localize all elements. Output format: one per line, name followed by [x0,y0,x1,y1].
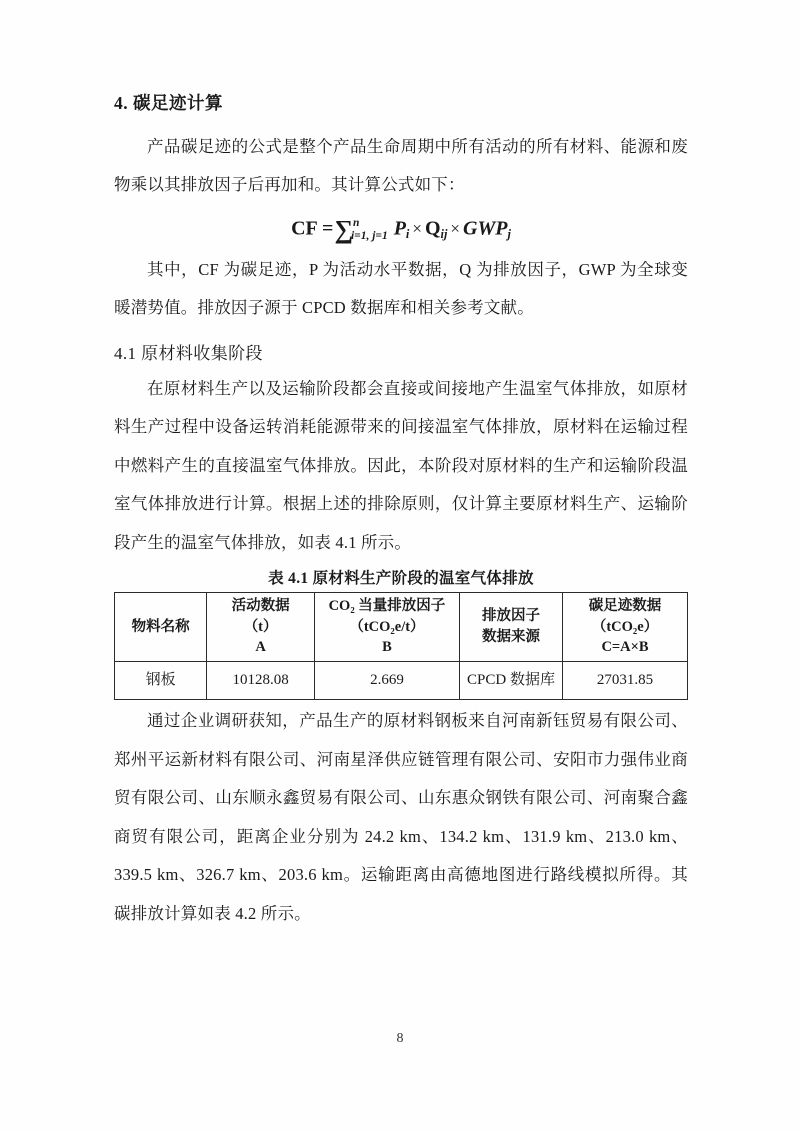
header-line: （tCO₂e） [591,618,659,635]
cell-emission-factor: 2.669 [314,662,459,700]
formula-summation [334,214,388,244]
carbon-footprint-formula [114,214,688,244]
table-header-row [115,593,688,662]
cell-material-name: 钢板 [115,662,207,700]
table-header-carbon-footprint [563,593,688,662]
formula-operator-2: × [450,219,461,239]
header-line: 物料名称 [131,618,190,635]
header-line: C=A×B [601,639,649,656]
formula-term-gwp-subscript: j [507,226,511,241]
intro-paragraph: 产品碳足迹的公式是整个产品生命周期中所有活动的所有材料、能源和废物乘以其排放因子后再加和。其计算公式如下： [114,136,688,195]
section-heading: 4. 碳足迹计算 [114,93,223,113]
header-line: 排放因子 [482,608,540,625]
formula-term-gwp: GWP [463,217,508,240]
formula-term-p-subscript: i [405,226,410,241]
table-caption: 表 4.1 原材料生产阶段的温室气体排放 [268,570,534,588]
table-header-activity-data [207,593,315,662]
header-line: A [255,639,266,656]
sigma-symbol: ∑ [334,214,353,244]
subsection-heading: 4.1 原材料收集阶段 [114,343,263,363]
formula-lhs: CF = [291,217,334,240]
table-header-data-source [459,593,562,662]
page-content [114,92,688,933]
header-line: B [382,639,392,656]
cell-carbon-footprint: 27031.85 [563,662,688,700]
header-line: 数据来源 [482,629,540,646]
summation-lower-limit: i=1, j=1 [350,230,388,243]
cell-data-source: CPCD 数据库 [459,662,562,700]
suppliers-paragraph: 通过企业调研获知，产品生产的原材料钢板来自河南新钰贸易有限公司、郑州平运新材料有限公司、河南星泽供应链管理有限公司、安阳市力强伟业商贸有限公司、山东顺永鑫贸易有限公司、山东惠众钢铁有限公司、河南聚合鑫商贸有限公司，距离企业分别为 24.2 km、134.2 km、131.9 km、213.0 km、339.5 km、326.7 km、203.6 km。运输距离由高德地图进行路线模拟所得。其碳排放计算如表 4.2 所示。 [114,711,688,923]
header-line: CO₂ 当量排放因子 [328,598,446,615]
formula-explanation-paragraph: 其中，CF 为碳足迹，P 为活动水平数据，Q 为排放因子，GWP 为全球变暖潜势值。排放因子源于 CPCD 数据库和相关参考文献。 [114,259,688,318]
formula-operator-1: × [412,219,422,239]
header-line: （tCO₂e/t） [349,618,425,635]
cell-activity-data: 10128.08 [207,662,315,700]
formula-term-p: P [393,217,406,240]
table-header-co2-emission-factor [314,593,459,662]
raw-material-paragraph: 在原材料生产以及运输阶段都会直接或间接地产生温室气体排放，如原材料生产过程中设备运转消耗能源带来的间接温室气体排放，原材料在运输过程中燃料产生的直接温室气体排放。因此，本阶段对原材料的生产和运输阶段温室气体排放进行计算。根据上述的排除原则，仅计算主要原材料生产、运输阶段产生的温室气体排放，如表 4.1 所示。 [114,378,688,552]
summation-upper-limit: n [352,217,360,230]
greenhouse-gas-emission-table [114,592,688,700]
header-line: （t） [243,618,278,635]
page-number: 8 [396,1031,404,1046]
header-line: 活动数据 [231,598,290,615]
formula-term-q: Q [424,217,441,240]
table-header-material-name [115,593,207,662]
table-row [115,662,688,700]
formula-term-q-subscript: ij [440,226,448,241]
header-line: 碳足迹数据 [588,598,662,615]
summation-limits [351,217,388,242]
